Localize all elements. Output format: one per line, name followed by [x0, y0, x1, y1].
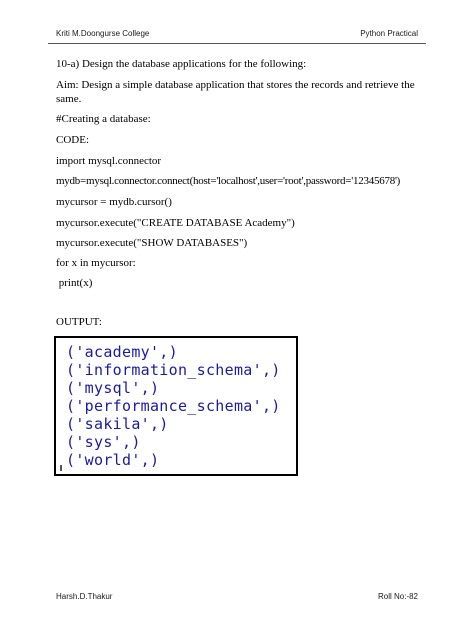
output-line: ('world',)	[66, 451, 160, 469]
header-college-name: Kriti M.Doongurse College	[56, 29, 150, 38]
code-label: CODE:	[56, 134, 89, 146]
code-line: mycursor.execute("CREATE DATABASE Academy")	[56, 217, 295, 229]
section-heading: #Creating a database:	[56, 113, 151, 125]
output-console-screenshot	[54, 336, 298, 476]
footer-roll-number: Roll No:-82	[377, 592, 418, 601]
output-line: ('sakila',)	[66, 415, 169, 433]
code-line: for x in mycursor:	[56, 257, 136, 269]
output-line: ('information_schema',)	[66, 361, 281, 379]
code-line: mycursor = mydb.cursor()	[56, 196, 172, 208]
code-line: print(x)	[56, 277, 93, 289]
output-line: ('academy',)	[66, 343, 178, 361]
header-subject: Python Practical	[360, 29, 418, 38]
header-divider	[48, 43, 426, 44]
question-heading: 10-a) Design the database applications for the following:	[56, 58, 307, 70]
output-label: OUTPUT:	[56, 316, 102, 328]
code-line: import mysql.connector	[56, 155, 162, 167]
output-line: ('performance_schema',)	[66, 397, 281, 415]
output-line: ('mysql',)	[66, 379, 160, 397]
code-line: mycursor.execute("SHOW DATABASES")	[56, 237, 248, 249]
code-line: mydb=mysql.connector.connect(host='localhost',user='root',password='12345678')	[56, 175, 401, 187]
aim-text: Aim: Design a simple database application that stores the records and retrieve the same.	[56, 79, 415, 105]
footer-student-name: Harsh.D.Thakur	[56, 592, 113, 601]
text-cursor-mark	[60, 465, 62, 471]
output-line: ('sys',)	[66, 433, 141, 451]
